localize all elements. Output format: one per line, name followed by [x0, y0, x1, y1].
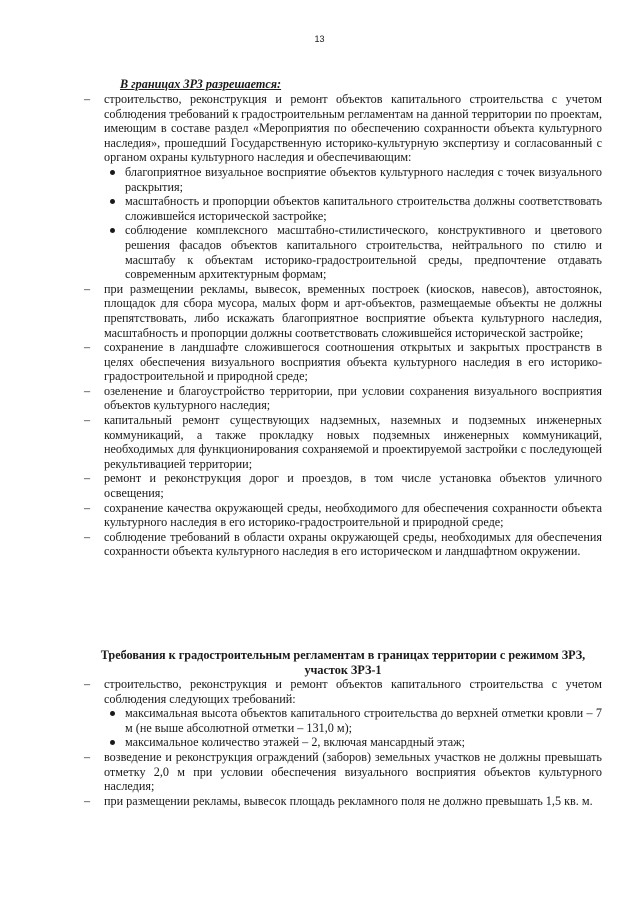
list-item: – при размещении рекламы, вывесок, временных построек (киосков, навесов), автостоянок, площадок для сбора мусора, малых форм и арт-объектов, размещаемые объекты не должны препятствовать, либо искажать благоприятное восприятие объекта культурного наследия, масштабность и пропорции должны соответствовать сложившейся исторической застройке; [84, 282, 602, 340]
sub-list [104, 706, 602, 750]
section-heading-allowed: В границах ЗРЗ разрешается: [120, 77, 282, 91]
list-item: – соблюдение требований в области охраны окружающей среды, необходимых для обеспечения сохранности объекта культурного наследия в его историческом и ландшафтном окружении. [84, 530, 602, 559]
sub-list-item: благоприятное визуальное восприятие объектов культурного наследия с точек визуального раскрытия; [104, 165, 602, 194]
heading-line: участок ЗРЗ-1 [304, 662, 382, 677]
list-item: – при размещении рекламы, вывесок площадь рекламного поля не должно превышать 1,5 кв. м. [84, 794, 602, 809]
allowed-list [84, 92, 602, 559]
list-item: – возведение и реконструкция ограждений (заборов) земельных участков не должны превышать отметку 2,0 м при условии обеспечения визуального восприятия объектов культурного наследия; [84, 750, 602, 794]
sub-list [104, 165, 602, 282]
sub-list-item: масштабность и пропорции объектов капитального строительства должны соответствовать сложившейся исторической застройке; [104, 194, 602, 223]
sub-list-item: соблюдение комплексного масштабно-стилистического, конструктивного и цветового решения фасадов объектов капитального строительства, нейтрального по стилю и масштабу к объектам историко-градостроительной среды, предпочтение отдавать современным архитектурным формам; [104, 223, 602, 281]
list-item: – сохранение качества окружающей среды, необходимого для обеспечения сохранности объекта культурного наследия в его историко-градостроительной и природной среде; [84, 501, 602, 530]
list-item: – озеленение и благоустройство территории, при условии сохранения визуального восприятия объектов культурного наследия; [84, 384, 602, 413]
section-heading-requirements [84, 648, 602, 677]
heading-line: Требования к градостроительным регламентам в границах территории с режимом ЗРЗ, [100, 648, 586, 662]
list-item [84, 677, 602, 750]
list-item: – ремонт и реконструкция дорог и проездов, в том числе установка объектов уличного освещения; [84, 471, 602, 500]
list-item [84, 92, 602, 282]
requirements-list [84, 677, 602, 808]
list-item-text: строительство, реконструкция и ремонт объектов капитального строительства с учетом соблюдения следующих требований: [104, 677, 602, 706]
list-item: – капитальный ремонт существующих надземных, наземных и подземных инженерных коммуникаций, а также прокладку новых подземных инженерных коммуникаций, необходимых для функционирования сохраняемой и проектируемой застройки с последующей рекультивацией территории; [84, 413, 602, 471]
sub-list-item: максимальное количество этажей – 2, включая мансардный этаж; [104, 735, 602, 750]
list-item-text: строительство, реконструкция и ремонт объектов капитального строительства с учетом соблюдения требований к градостроительным регламентам на данной территории по проектам, имеющим в составе раздел «Мероприятия по обеспечению сохранности объекта культурного наследия», прошедший Государственную историко-культурную экспертизу и согласованный с органом охраны культурного наследия и обеспечивающим: [104, 92, 602, 165]
page-number: 13 [314, 34, 325, 44]
sub-list-item: максимальная высота объектов капитального строительства до верхней отметки кровли – 7 м (не выше абсолютной отметки – 131,0 м); [104, 706, 602, 735]
list-item: – сохранение в ландшафте сложившегося соотношения открытых и закрытых пространств в целях обеспечения визуального восприятия объекта культурного наследия в его историко-градостроительной и природной среде; [84, 340, 602, 384]
